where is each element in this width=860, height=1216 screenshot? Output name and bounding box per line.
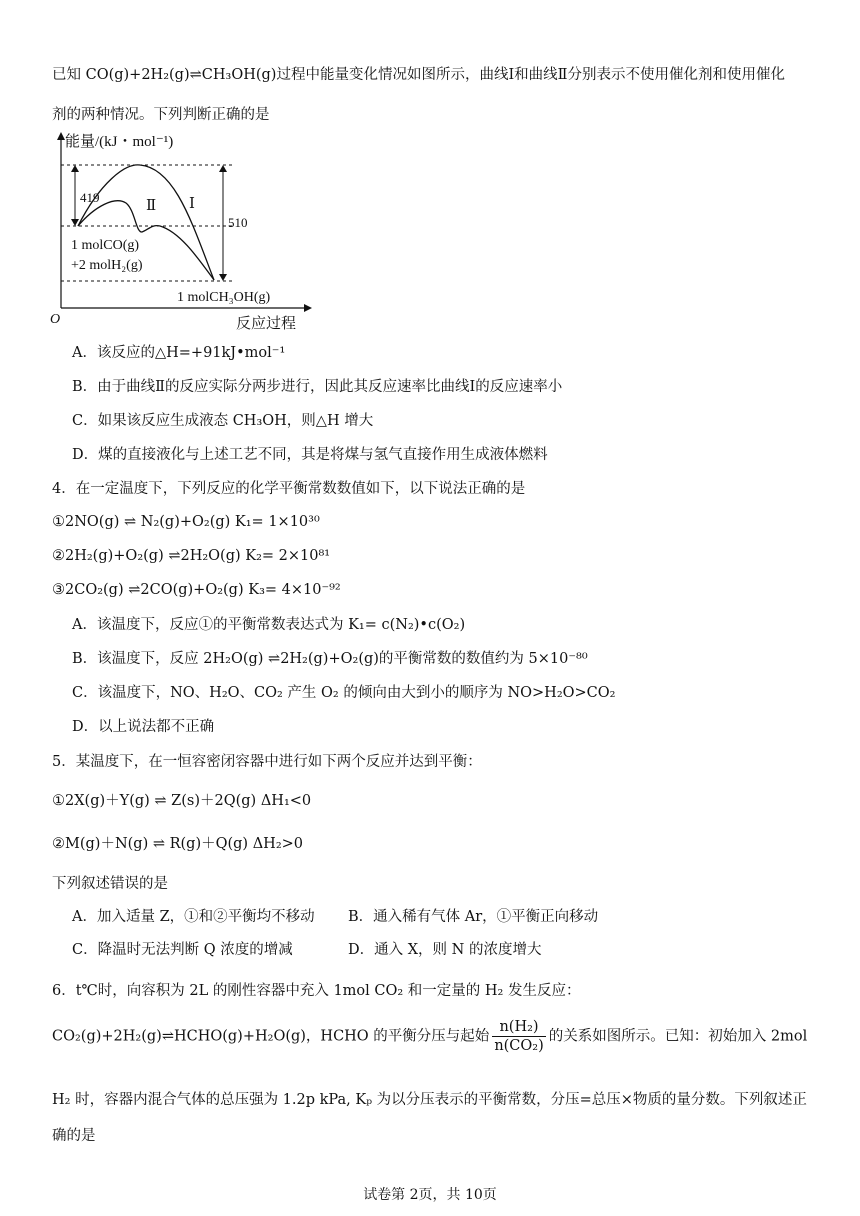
q4-option-a: A．该温度下，反应①的平衡常数表达式为 K₁= c(N₂)•c(O₂): [72, 617, 466, 633]
q5-stem: 5．某温度下，在一恒容密闭容器中进行如下两个反应并达到平衡：: [52, 754, 482, 770]
q5-reaction-1: ①2X(g)＋Y(g) ⇌ Z(s)＋2Q(g) ΔH₁<0: [52, 793, 312, 809]
q6-fraction-denominator: n(CO₂): [494, 1038, 544, 1055]
q6-equation-tail: 的关系如图所示。已知：初始加入 2mol: [548, 1028, 808, 1045]
q3-option-d: D．煤的直接液化与上述工艺不同，其是将煤与氢气直接作用生成液体燃料: [72, 447, 548, 463]
q5-option-row-1: [72, 908, 598, 926]
q5-option-a: A．加入适量 Z，①和②平衡均不移动: [72, 909, 315, 925]
q6-line3: H₂ 时，容器内混合气体的总压强为 1.2p kPa, Kₚ 为以分压表示的平衡常数，分压=总压×物质的量分数。下列叙述正: [52, 1092, 807, 1108]
q4-stem: 4．在一定温度下，下列反应的化学平衡常数数值如下，以下说法正确的是: [52, 481, 526, 497]
q4-reaction-3: ③2CO₂(g) ⇌2CO(g)+O₂(g) K₃= 4×10⁻⁹²: [52, 582, 341, 598]
y-axis-label: 能量/(kJ・mol⁻¹): [65, 134, 174, 150]
q3-option-c: C．如果该反应生成液态 CH₃OH，则△H 增大: [72, 413, 374, 429]
q6-equation-line: [52, 1018, 807, 1055]
q5-option-d: D．通入 X，则 N 的浓度增大: [348, 942, 542, 958]
product-label: 1 molCH₃OH(g): [177, 290, 271, 305]
q5-prompt: 下列叙述错误的是: [52, 876, 168, 892]
q4-option-d: D．以上说法都不正确: [72, 719, 215, 735]
q6-equation: CO₂(g)+2H₂(g)⇌HCHO(g)+H₂O(g)，HCHO 的平衡分压与起始: [52, 1028, 490, 1045]
q3-stem-line2: 剂的两种情况。下列判断正确的是: [52, 107, 270, 123]
label-510: 510: [228, 215, 248, 230]
reactant-label-2: +2 molH₂(g): [71, 258, 143, 273]
q5-option-b: B．通入稀有气体 Ar，①平衡正向移动: [348, 909, 599, 925]
origin-label: O: [50, 312, 61, 327]
curve-1-label: Ⅰ: [189, 196, 195, 212]
q4-option-b: B．该温度下，反应 2H₂O(g) ⇌2H₂(g)+O₂(g)的平衡常数的数值约为 5×10⁻⁸⁰: [72, 651, 588, 667]
q6-fraction-numerator: n(H₂): [492, 1018, 545, 1037]
curve-2-label: Ⅱ: [146, 198, 157, 214]
q4-option-c: C．该温度下，NO、H₂O、CO₂ 产生 O₂ 的倾向由大到小的顺序为 NO>H₂O>CO₂: [72, 685, 616, 701]
label-419: 419: [80, 190, 100, 205]
q3-option-b: B．由于曲线Ⅱ的反应实际分两步进行，因此其反应速率比曲线Ⅰ的反应速率小: [72, 379, 563, 395]
q6-line1: 6．t℃时，向容积为 2L 的刚性容器中充入 1mol CO₂ 和一定量的 H₂ 发生反应：: [52, 983, 581, 999]
page-footer: 试卷第 2页，共 10页: [363, 1187, 497, 1203]
reactant-label-1: 1 molCO(g): [71, 238, 140, 253]
q5-reaction-2: ②M(g)＋N(g) ⇌ R(g)＋Q(g) ΔH₂>0: [52, 836, 304, 852]
q3-stem-line1: 已知 CO(g)+2H₂(g)⇌CH₃OH(g)过程中能量变化情况如图所示，曲线Ⅰ和曲线Ⅱ分别表示不使用催化剂和使用催化: [52, 67, 786, 83]
q5-option-c: C．降温时无法判断 Q 浓度的增减: [72, 942, 293, 958]
q4-reaction-2: ②2H₂(g)+O₂(g) ⇌2H₂O(g) K₂= 2×10⁸¹: [52, 548, 331, 564]
energy-diagram: [40, 128, 320, 336]
x-axis-label: 反应过程: [236, 316, 297, 332]
q3-option-a: A．该反应的△H=+91kJ•mol⁻¹: [72, 345, 286, 361]
q6-line4: 确的是: [52, 1128, 96, 1144]
q4-reaction-1: ①2NO(g) ⇌ N₂(g)+O₂(g) K₁= 1×10³⁰: [52, 514, 320, 530]
q5-option-row-2: [72, 941, 541, 959]
q6-ratio-fraction: [492, 1018, 545, 1055]
